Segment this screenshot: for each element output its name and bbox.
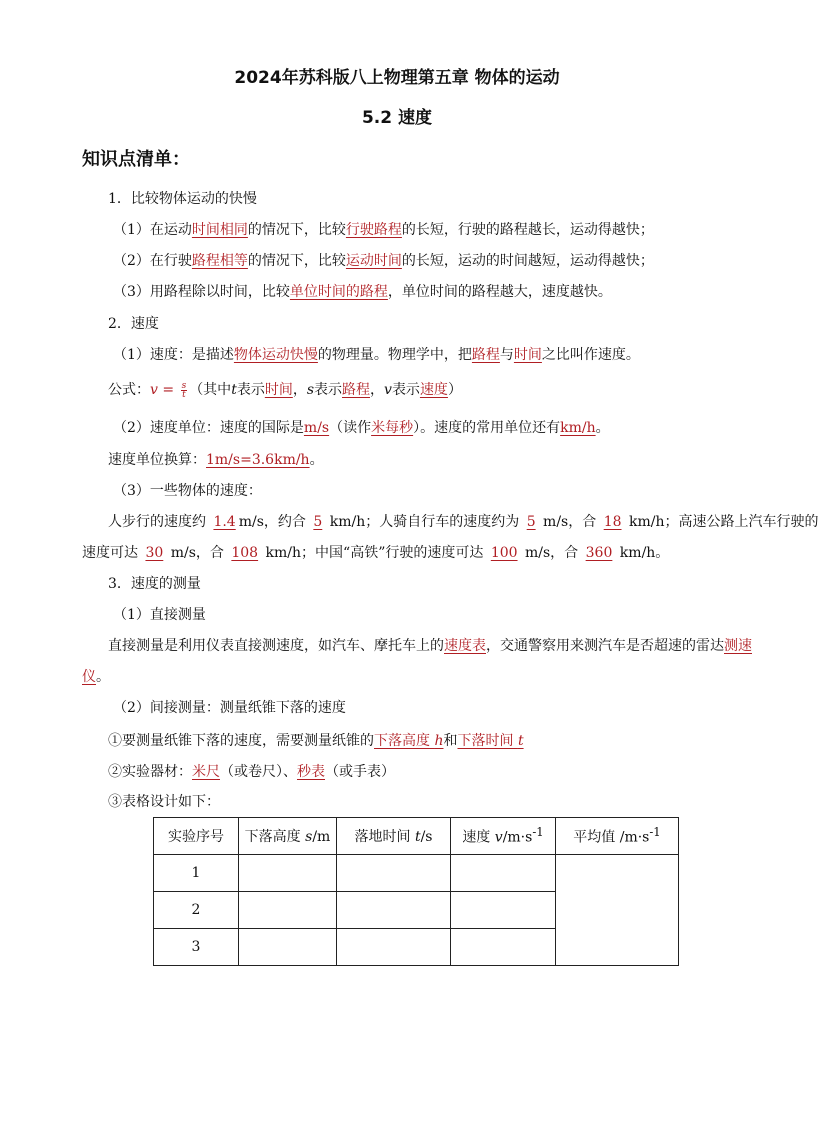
answer-blank: m/s — [303, 420, 330, 436]
indirect-step2 — [108, 762, 395, 782]
text: 。 — [595, 420, 610, 436]
text: 表示 — [236, 382, 265, 398]
table-cell — [451, 892, 556, 929]
header-cell: 速度 $v/m\cdot s^{-1}$ — [451, 818, 556, 855]
answer-blank: 108 — [231, 545, 259, 561]
formula-numerator: s — [181, 380, 187, 391]
answer-blank: 物体运动快慢 — [233, 347, 318, 363]
text: km/h；中国“高铁”行驶的速度可达 — [261, 545, 488, 561]
text: ）。速度的常用单位还有 — [413, 420, 561, 436]
text: （或卷尺）、 — [220, 764, 297, 780]
answer-blank: 运动时间 — [345, 253, 402, 269]
indirect-measure-heading: （2）间接测量：测量纸锥下落的速度 — [113, 700, 346, 716]
text: km/h。 — [615, 545, 670, 561]
table-cell — [337, 892, 451, 929]
lesson-subtitle: 5.2 速度 — [361, 108, 433, 128]
average-cell — [556, 855, 679, 966]
formula-v: v — [150, 382, 158, 398]
text: m/s，约合 — [238, 514, 311, 530]
text: 的长短，运动的时间越短，运动得越快； — [401, 253, 654, 269]
text: 的情况下，比较 — [247, 222, 346, 238]
text: 。 — [96, 669, 110, 685]
answer-blank: 米每秒 — [371, 420, 414, 436]
text: ②实验器材： — [108, 764, 192, 780]
table-header-row — [154, 818, 679, 855]
text: 之比叫作速度。 — [541, 347, 640, 363]
text: 速度单位换算： — [108, 452, 206, 468]
answer-blank: 5 — [526, 514, 536, 530]
text: km/h；人骑自行车的速度约为 — [325, 514, 524, 530]
part1-line1 — [113, 220, 654, 240]
text: （或手表） — [325, 764, 395, 780]
answer-blank: 行驶路程 — [345, 222, 402, 238]
answer-blank: 时间 — [513, 347, 542, 363]
header-cell: 下落高度 s/m — [239, 818, 337, 855]
text: ，单位时间的路程越大，速度越快。 — [387, 284, 612, 300]
text: （其中 — [189, 382, 232, 398]
text: 表示 — [391, 382, 420, 398]
header-cell: 落地时间 t/s — [337, 818, 451, 855]
answer-blank: 时间相同 — [191, 222, 248, 238]
answer-blank: 1.4 — [213, 514, 236, 530]
answer-blank: 时间 — [264, 382, 293, 398]
text: 和 — [443, 733, 458, 749]
header-cell: 实验序号 — [154, 818, 239, 855]
table-cell — [239, 855, 337, 892]
var-s: s — [306, 382, 315, 398]
direct-measure-line2 — [82, 667, 110, 687]
text: （读作 — [329, 420, 372, 436]
text: 的长短，行驶的路程越长，运动得越快； — [401, 222, 654, 238]
text: 直接测量是利用仪表直接测速度，如汽车、摩托车上的 — [108, 638, 444, 654]
text: m/s，合 — [538, 514, 601, 530]
text: 的情况下，比较 — [247, 253, 346, 269]
text: （1）速度：是描述 — [113, 347, 234, 363]
text: 公式： — [108, 382, 150, 398]
unit-conversion — [108, 450, 324, 470]
text: （2）速度单位：速度的国际是 — [113, 420, 304, 436]
answer-blank: 1m/s=3.6km/h — [206, 452, 310, 468]
text: km/h；高速公路上汽车行驶的 — [624, 514, 818, 530]
text: 速度可达 — [82, 545, 143, 561]
indirect-step1 — [108, 731, 524, 751]
table-cell — [451, 929, 556, 966]
answer-blank: 5 — [313, 514, 323, 530]
var-t: t — [231, 382, 237, 398]
answer-blank: 100 — [490, 545, 518, 561]
text: ①要测量纸锥下落的速度，需要测量纸锥的 — [108, 733, 374, 749]
text: 。 — [309, 452, 324, 468]
table-cell — [337, 929, 451, 966]
answer-blank: 路程 — [471, 347, 500, 363]
answer-blank: km/h — [560, 420, 596, 436]
section-heading: 知识点清单： — [82, 149, 190, 170]
row-number: 2 — [154, 892, 239, 929]
part3-heading: 3．速度的测量 — [108, 576, 201, 592]
answer-blank: 秒表 — [297, 764, 325, 780]
formula-equals: = — [157, 382, 179, 398]
answer-blank: 下落时间 t — [457, 733, 524, 749]
answer-blank: 18 — [603, 514, 622, 530]
var-v: v — [384, 382, 392, 398]
speeds-paragraph-line2 — [82, 543, 669, 563]
speed-unit — [113, 418, 610, 438]
answer-blank: 单位时间的路程 — [289, 284, 388, 300]
answer-blank: 路程相等 — [191, 253, 248, 269]
some-speeds-heading: （3）一些物体的速度： — [113, 483, 262, 499]
answer-blank: 30 — [145, 545, 164, 561]
table-cell — [239, 929, 337, 966]
answer-blank: 仪 — [82, 669, 96, 685]
text: 的物理量。物理学中，把 — [317, 347, 472, 363]
answer-blank: 360 — [585, 545, 613, 561]
direct-measure-line1 — [108, 636, 752, 656]
table-cell — [239, 892, 337, 929]
formula-denominator: t — [182, 389, 186, 400]
row-number: 1 — [154, 855, 239, 892]
indirect-step3: ③表格设计如下： — [108, 794, 220, 810]
speed-formula — [108, 380, 462, 400]
text: m/s，合 — [520, 545, 583, 561]
text: ） — [447, 382, 462, 398]
speed-definition — [113, 345, 640, 365]
text: m/s，合 — [166, 545, 229, 561]
table-cell — [451, 855, 556, 892]
part1-heading: 1．比较物体运动的快慢 — [108, 191, 257, 207]
header-cell: 平均值 $/m\cdot s^{-1}$ — [556, 818, 679, 855]
table-cell — [337, 855, 451, 892]
experiment-table — [153, 817, 679, 966]
table-row — [154, 855, 679, 892]
answer-blank: 速度表 — [444, 638, 486, 654]
document-title: 2024年苏科版八上物理第五章 物体的运动 — [234, 68, 560, 88]
answer-blank: 米尺 — [192, 764, 220, 780]
text: ， — [370, 382, 385, 398]
answer-blank: 下落高度 h — [374, 733, 444, 749]
text: ，交通警察用来测汽车是否超速的雷达 — [486, 638, 724, 654]
text: ， — [292, 382, 307, 398]
answer-blank: 路程 — [342, 382, 371, 398]
answer-blank: 速度 — [419, 382, 448, 398]
text: （3）用路程除以时间，比较 — [113, 284, 290, 300]
part1-line2 — [113, 251, 654, 271]
part1-line3 — [113, 282, 612, 302]
answer-blank: 测速 — [724, 638, 752, 654]
part2-heading: 2．速度 — [108, 316, 159, 332]
formula-fraction — [181, 382, 188, 399]
direct-measure-heading: （1）直接测量 — [113, 607, 206, 623]
text: 与 — [499, 347, 514, 363]
text: 表示 — [314, 382, 343, 398]
speeds-paragraph-line1 — [108, 512, 818, 532]
text: （1）在运动 — [113, 222, 192, 238]
text: （2）在行驶 — [113, 253, 192, 269]
row-number: 3 — [154, 929, 239, 966]
text: 人步行的速度约 — [108, 514, 211, 530]
